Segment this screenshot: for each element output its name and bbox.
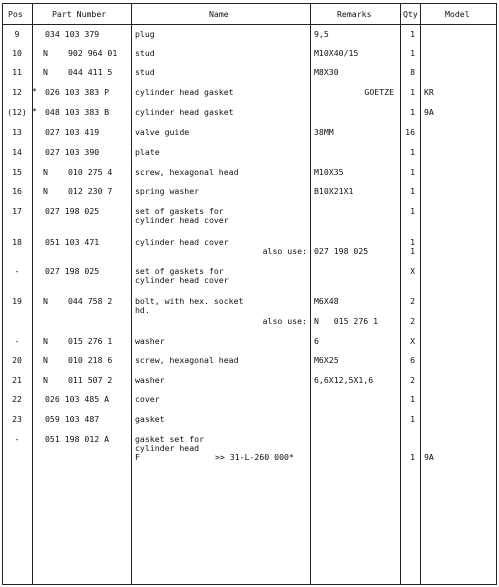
row-qty: 1 [410,107,415,117]
row-pos: 18 [12,237,22,247]
row-pos: 13 [12,127,22,137]
row-part-number: 044 411 5 [68,67,113,77]
row-name: plug [135,29,155,39]
header-remarks: Remarks [337,9,372,19]
row-name: hd. [135,305,150,315]
row-model: 9A [424,452,434,462]
row-part-number: 027 103 390 [45,147,100,157]
row-prefix: N [43,296,48,306]
row-name: set of gaskets for [135,206,224,216]
row-prefix: N [43,336,48,346]
row-part-number: 051 198 012 A [45,434,110,444]
row-pos: 14 [12,147,22,157]
row-qty: 1 [410,394,415,404]
row-pos: 23 [12,414,22,424]
row-name: set of gaskets for [135,266,224,276]
row-qty: 16 [405,127,415,137]
row-pos: 22 [12,394,22,404]
row-part-number: 048 103 383 B [45,107,110,117]
row-qty: 1 [410,206,415,216]
row-pos: 9 [14,29,20,39]
row-name: bolt, with hex. socket [135,296,244,306]
row-also-use-label: also use: [262,316,307,326]
row-name: stud [135,48,155,58]
row-part-number: 015 276 1 [68,336,113,346]
row-qty: 1 [410,246,415,256]
column-divider [400,3,401,585]
row-qty: 1 [410,87,415,97]
row-name: gasket [135,414,165,424]
row-remarks: 9,5 [314,29,329,39]
row-prefix: N [43,167,48,177]
row-pos: - [14,434,20,444]
row-part-number: 026 103 383 P [45,87,110,97]
row-pos: 10 [12,48,22,58]
row-part-number: 044 758 2 [68,296,113,306]
row-qty: X [410,336,415,346]
row-remarks: GOETZE [364,87,394,97]
row-name: cylinder head cover [135,237,229,247]
row-qty: 1 [410,29,415,39]
header-name: Name [209,9,229,19]
row-prefix: N [43,67,48,77]
row-pos: 20 [12,355,22,365]
row-part-number: 026 103 485 A [45,394,110,404]
row-name: screw, hexagonal head [135,355,239,365]
row-pos: 15 [12,167,22,177]
row-mark: * [32,86,37,96]
row-remarks: M6X25 [314,355,339,365]
row-part-number: 902 964 01 [68,48,118,58]
row-part-number: 012 230 7 [68,186,113,196]
row-name-note: >> 31-L-260 000* [215,452,294,462]
row-model: KR [424,87,434,97]
row-name: spring washer [135,186,200,196]
row-name: cylinder head cover [135,275,229,285]
row-qty: 1 [410,186,415,196]
row-pos: 21 [12,375,22,385]
row-part-number: 034 103 379 [45,29,100,39]
row-name: cylinder head cover [135,215,229,225]
row-name: cylinder head gasket [135,107,234,117]
row-name: washer [135,336,165,346]
header-model: Model [445,9,470,19]
row-qty: 2 [410,316,415,326]
row-name: washer [135,375,165,385]
row-pos: - [14,266,20,276]
row-qty: 6 [410,355,415,365]
row-name: stud [135,67,155,77]
row-remarks: 38MM [314,127,334,137]
row-remarks: M8X30 [314,67,339,77]
row-part-number: 010 275 4 [68,167,113,177]
column-divider [310,3,311,585]
row-name: cylinder head gasket [135,87,234,97]
row-name: gasket set for [135,434,205,444]
row-qty: 2 [410,296,415,306]
row-name: cover [135,394,160,404]
column-divider [420,3,421,585]
row-remarks: 6,6X12,5X1,6 [314,375,374,385]
header-qty: Qty [403,9,418,19]
row-part-number: 011 507 2 [68,375,113,385]
row-model: 9A [424,107,434,117]
row-part-number: 027 198 025 [45,206,100,216]
row-qty: 1 [410,48,415,58]
row-part-number: 051 103 471 [45,237,100,247]
row-qty: 1 [410,167,415,177]
row-pos: 12 [12,87,22,97]
row-remarks: M10X35 [314,167,344,177]
row-prefix: N [43,375,48,385]
row-part-number: 010 218 6 [68,355,113,365]
row-pos: (12) [7,107,27,117]
row-remarks: M10X40/15 [314,48,359,58]
row-qty: 1 [410,414,415,424]
row-qty: 1 [410,237,415,247]
header-divider [2,24,497,25]
row-pos: 17 [12,206,22,216]
header-part-number: Part Number [52,9,107,19]
row-pos: 16 [12,186,22,196]
column-divider [131,3,132,585]
row-also-use-value: N 015 276 1 [314,316,379,326]
row-part-number: 027 198 025 [45,266,100,276]
row-qty: 1 [410,452,415,462]
row-remarks: M6X48 [314,296,339,306]
row-qty: 8 [410,67,415,77]
row-qty: 2 [410,375,415,385]
row-remarks: 6 [314,336,319,346]
row-prefix: N [43,186,48,196]
header-pos: Pos [8,9,23,19]
row-also-use-label: also use: [262,246,307,256]
row-part-number: 059 103 487 [45,414,100,424]
row-name: valve guide [135,127,190,137]
row-remarks: B10X21X1 [314,186,354,196]
row-name: plate [135,147,160,157]
row-name: cylinder head [135,443,200,453]
row-qty: X [410,266,415,276]
row-prefix: N [43,355,48,365]
row-pos: 19 [12,296,22,306]
row-part-number: 027 103 419 [45,127,100,137]
row-prefix: N [43,48,48,58]
row-pos: - [14,336,20,346]
row-name: F [135,452,140,462]
row-qty: 1 [410,147,415,157]
row-also-use-value: 027 198 025 [314,246,369,256]
row-pos: 11 [12,67,22,77]
row-mark: * [32,106,37,116]
row-name: screw, hexagonal head [135,167,239,177]
